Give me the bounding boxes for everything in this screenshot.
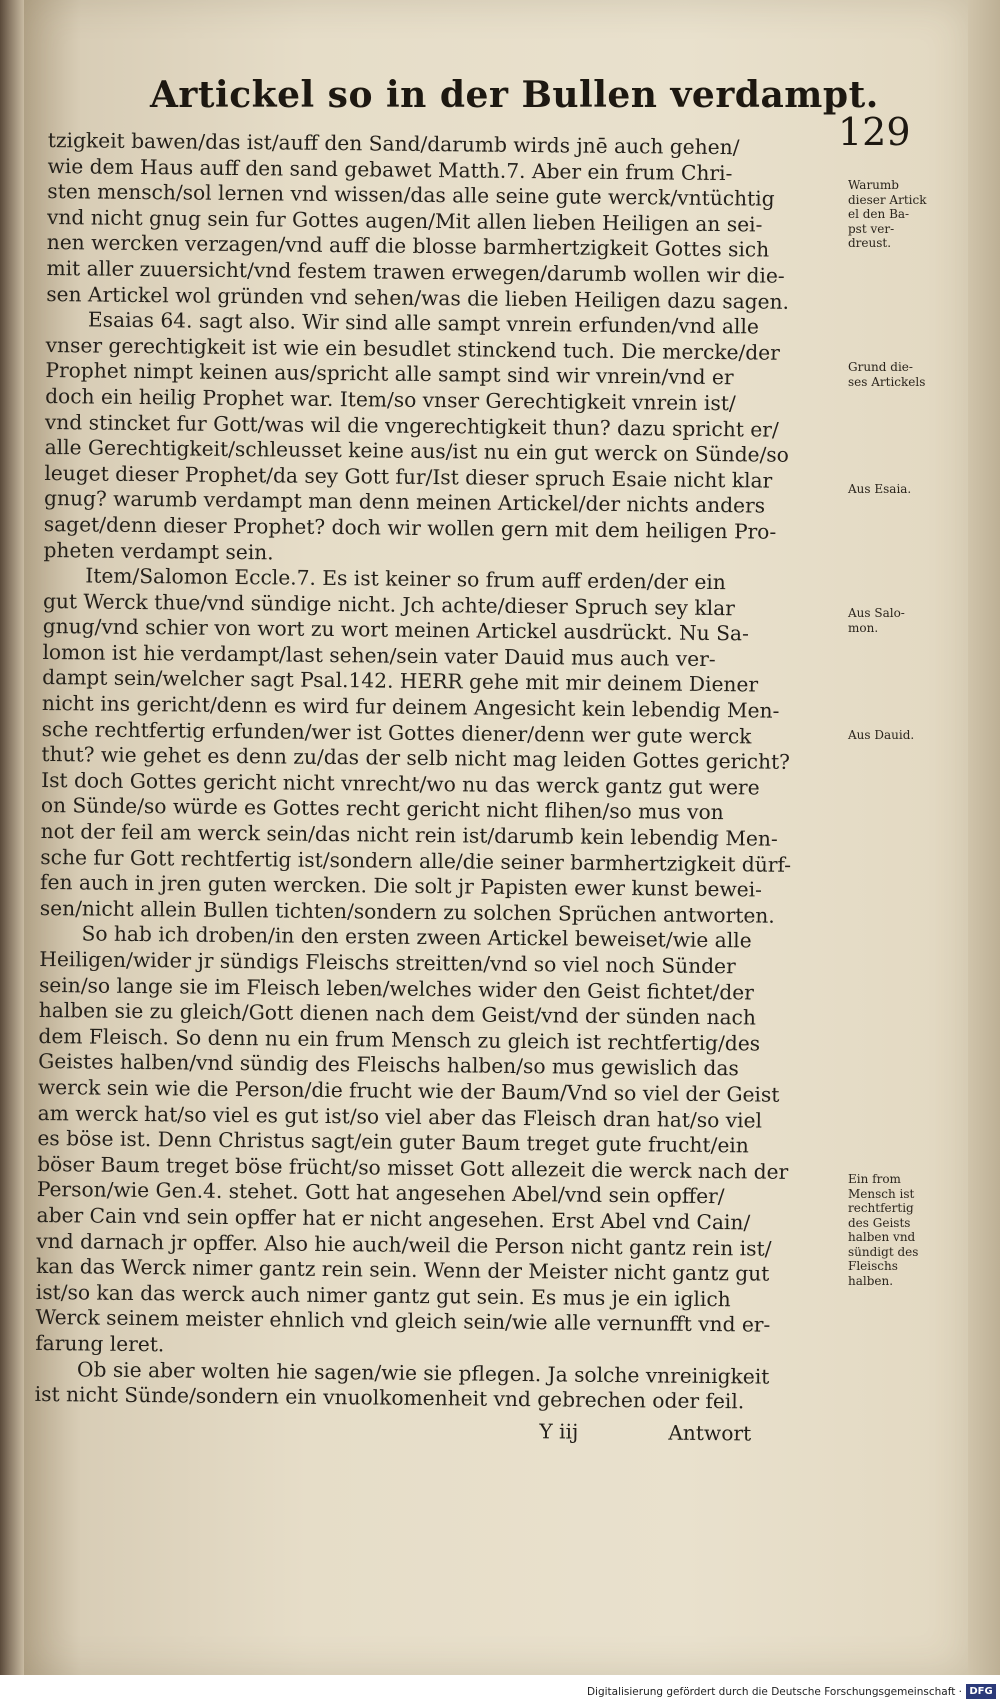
margin-note: Aus Esaia. [848, 482, 912, 496]
text-line: lomon ist hie verdampt/last sehen/sein vater Dauid mus auch ver- [42, 639, 716, 671]
book-spine-shadow [0, 0, 24, 1707]
margin-note: Grund die- ses Artickels [848, 360, 926, 389]
text-line: farung leret. [35, 1330, 165, 1357]
text-line: vnd stincket fur Gott/was wil die vngerechtigkeit thun? dazu spricht er/ [44, 409, 779, 442]
margin-note: Ein from Mensch ist rechtfertig des Geists halben vnd sündigt des Fleischs halben. [848, 1172, 919, 1288]
page-edge [968, 0, 1000, 1675]
text-line: Geistes halben/vnd sündig des Fleischs halben/so mus gewislich das [38, 1049, 739, 1081]
text-line: Ist doch Gottes gericht nicht vnrecht/wo nu das werck gantz gut were [41, 767, 760, 800]
text-line: gnug/vnd schier von wort zu wort meinen Artickel ausdrückt. Nu Sa- [42, 614, 749, 646]
text-line: fen auch in jren guten wercken. Die solt jr Papisten ewer kunst bewei- [39, 870, 763, 902]
margin-note: Aus Salo- mon. [848, 606, 905, 635]
text-line: Person/wie Gen.4. stehet. Gott hat angesehen Abel/vnd sein opffer/ [36, 1177, 725, 1209]
text-line: dampt sein/welcher sagt Psal.142. HERR gehe mit mir deinem Diener [42, 665, 759, 697]
text-line: sen/nicht allein Bullen tichten/sondern zu solchen Sprüchen antworten. [39, 895, 775, 928]
text-line: leuget dieser Prophet/da sey Gott fur/Ist dieser spruch Esaie nicht klar [44, 460, 773, 493]
text-line: ist/so kan das werck auch nimer gantz gut sein. Es mus je ein iglich [35, 1279, 731, 1311]
text-line: Esaias 64. sagt also. Wir sind alle sampt vnrein erfunden/vnd alle [87, 307, 759, 339]
text-line: böser Baum treget böse frücht/so misset Gott allezeit die werck nach der [37, 1151, 789, 1184]
text-line: sten mensch/sol lernen vnd wissen/das alle seine gute werck/vntüchtig [47, 179, 775, 211]
text-line: not der feil am werck sein/das nicht rein ist/darumb kein lebendig Men- [40, 818, 778, 851]
text-line: am werck hat/so viel es gut ist/so viel aber das Fleisch dran hat/so viel [37, 1100, 763, 1133]
catchword: Antwort [668, 1420, 752, 1446]
text-line: doch ein heilig Prophet war. Item/so vnser Gerechtigkeit vnrein ist/ [45, 383, 736, 416]
running-title: Artickel so in der Bullen verdampt. [150, 74, 879, 116]
text-line: sen Artickel wol gründen vnd sehen/was die lieben Heiligen dazu sagen. [46, 281, 790, 314]
text-line: Prophet nimpt keinen aus/spricht alle sampt sind wir vnrein/vnd er [45, 358, 734, 390]
text-line: pheten verdampt sein. [43, 537, 274, 564]
margin-note: Warumb dieser Artick el den Ba- pst ver- dreust. [848, 178, 927, 250]
body-text [34, 128, 824, 1447]
text-line: aber Cain vnd sein opffer hat er nicht angesehen. Erst Abel vnd Cain/ [36, 1202, 751, 1235]
text-line: saget/denn dieser Prophet? doch wir wollen gern mit dem heiligen Pro- [43, 511, 777, 544]
text-line: tzigkeit bawen/das ist/auff den Sand/darumb wirds jnē auch gehen/ [47, 128, 740, 160]
text-line: kan das Werck nimer gantz rein sein. Wenn der Meister nicht gantz gut [35, 1254, 770, 1286]
text-line: es böse ist. Denn Christus sagt/ein guter Baum treget gute frucht/ein [37, 1126, 749, 1158]
footer-credit: Digitalisierung gefördert durch die Deutsche Forschungsgemeinschaft · [586, 1686, 962, 1698]
text-line: werck sein wie die Person/die frucht wie der Baum/Vnd so viel der Geist [37, 1074, 780, 1107]
text-line: Item/Salomon Eccle.7. Es ist keiner so frum auff erden/der ein [85, 563, 726, 595]
page-number: 129 [838, 110, 911, 154]
text-line: sein/so lange sie im Fleisch leben/welches wider den Geist fichtet/der [38, 972, 754, 1005]
text-line: halben sie zu gleich/Gott dienen nach dem Geist/vnd der sünden nach [38, 998, 757, 1030]
margin-note: Aus Dauid. [848, 728, 915, 742]
text-line: thut? wie gehet es denn zu/das der selb nicht mag leiden Gottes gericht? [41, 742, 791, 775]
text-line: nen wercken verzagen/vnd auff die blosse barmhertzigkeit Gottes sich [46, 230, 770, 262]
text-line: So hab ich droben/in den ersten zween Artickel beweiset/wie alle [81, 921, 752, 953]
signature-gap [578, 1438, 668, 1439]
text-line: on Sünde/so würde es Gottes recht gericht nicht flihen/so mus von [40, 793, 724, 825]
dfg-logo: DFG [966, 1684, 996, 1699]
text-line: dem Fleisch. So denn nu ein frum Mensch zu gleich ist rechtfertig/des [38, 1023, 761, 1056]
text-line: alle Gerechtigkeit/schleusset keine aus/ist nu ein gut werck on Sünde/so [44, 435, 790, 467]
text-line: Heiligen/wider jr sündigs Fleischs streitten/vnd so viel noch Sünder [39, 946, 736, 979]
text-line: mit aller zuuersicht/vnd festem trawen erwegen/darumb wollen wir die- [46, 255, 785, 288]
text-line: vnd nicht gnug sein fur Gottes augen/Mit allen lieben Heiligen an sei- [46, 204, 763, 237]
text-line: sche fur Gott rechtfertig ist/sondern alle/die seiner barmhertzigkeit dürf- [40, 844, 792, 877]
signature-mark: Y iij [539, 1418, 579, 1444]
text-line: wie dem Haus auff den sand gebawet Matth.7. Aber ein frum Chri- [47, 153, 733, 185]
text-line: gut Werck thue/vnd sündige nicht. Jch achte/dieser Spruch sey klar [42, 588, 735, 620]
text-line: ist nicht Sünde/sondern ein vnuolkomenheit vnd gebrechen oder feil. [34, 1382, 745, 1414]
text-line: nicht ins gericht/denn es wird fur deinem Angesicht kein lebendig Men- [41, 691, 780, 723]
text-line: gnug? warumb verdampt man denn meinen Artickel/der nichts anders [43, 486, 766, 518]
text-line: sche rechtfertig erfunden/wer ist Gottes diener/denn wer gute werck [41, 716, 752, 749]
text-line: vnser gerechtigkeit ist wie ein besudlet stinckend tuch. Die mercke/der [45, 332, 780, 365]
text-line: Werck seinem meister ehnlich vnd gleich sein/wie alle vernunfft vnd er- [35, 1305, 771, 1337]
text-line: Ob sie aber wolten hie sagen/wie sie pflegen. Ja solche vnreinigkeit [76, 1356, 770, 1389]
text-line: vnd darnach jr opffer. Also hie auch/weil die Person nicht gantz rein ist/ [36, 1228, 772, 1261]
